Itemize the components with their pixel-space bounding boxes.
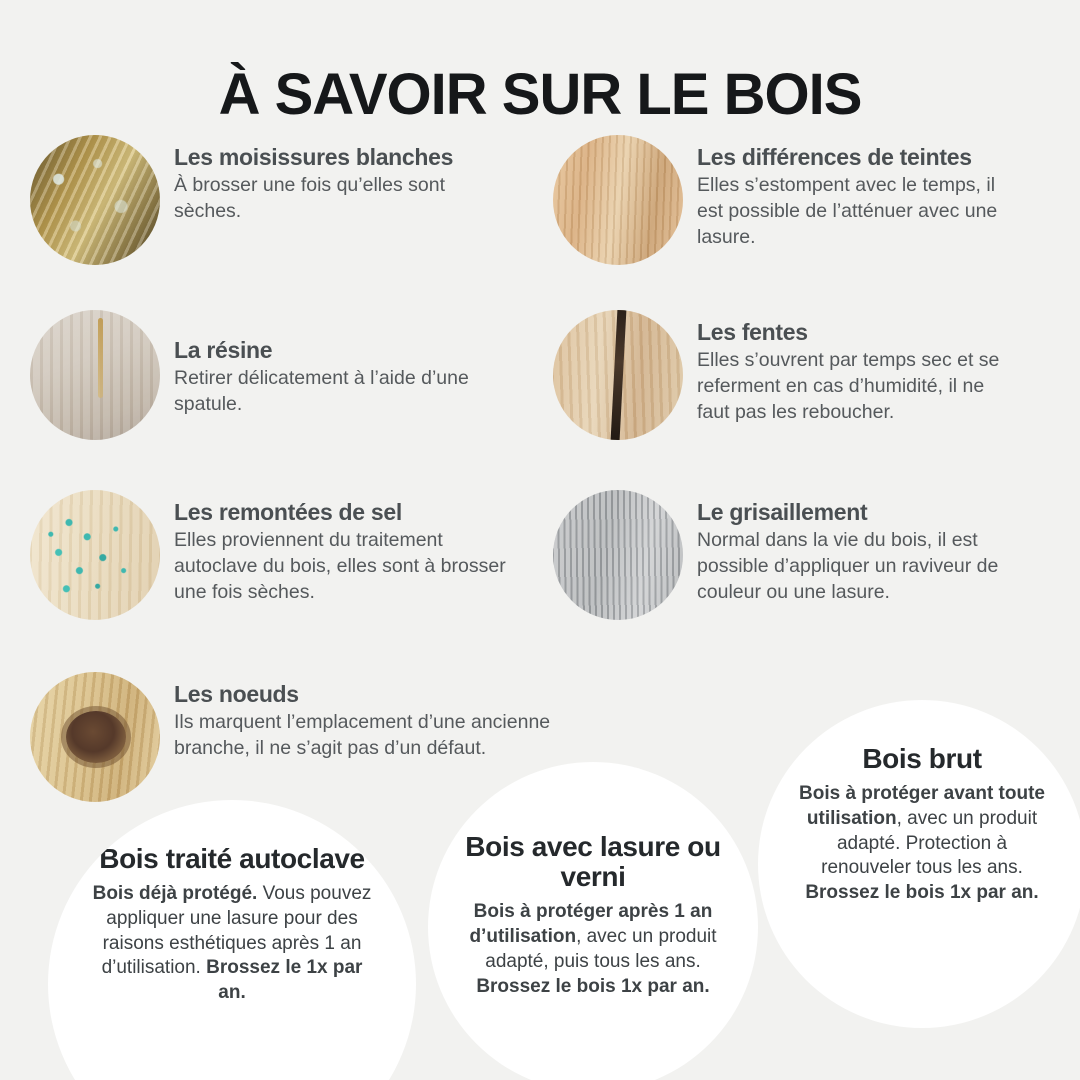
bubble-heading: Bois brut: [862, 743, 982, 774]
summary-bubble-bois-brut: [758, 700, 1080, 1028]
summary-bubble-bois-traite-autoclave: [48, 800, 416, 1080]
bubble-footer: Brossez le 1x par an.: [206, 957, 363, 1003]
fact-body: Elles s’ouvrent par temps sec et se referment en cas d’humidité, il ne faut pas les reboucher.: [697, 349, 1000, 423]
greying-wood-photo: [553, 490, 683, 620]
fact-item-moisissures-blanches: [30, 135, 550, 265]
fact-heading: Les remontées de sel: [174, 499, 402, 525]
fact-body: Elles s’estompent avec le temps, il est possible de l’atténuer avec une lasure.: [697, 174, 998, 248]
summary-bubble-bois-avec-lasure-ou-verni: [428, 762, 758, 1080]
white-mold-wood-photo: [30, 135, 160, 265]
bubble-lead: Bois à protéger avant toute utilisation: [799, 783, 1045, 829]
wood-tone-variation-photo: [553, 135, 683, 265]
fact-item-remontees-de-sel: [30, 490, 570, 620]
fact-heading: Le grisaillement: [697, 499, 868, 525]
page-title: À SAVOIR SUR LE BOIS: [218, 61, 862, 127]
fact-heading: Les différences de teintes: [697, 144, 972, 170]
bubble-lead: Bois à protéger après 1 an d’utilisation: [469, 901, 713, 948]
bubble-footer: Brossez le bois 1x par an.: [476, 975, 710, 997]
salt-deposits-wood-photo: [30, 490, 160, 620]
bubble-footer: Brossez le bois 1x par an.: [805, 881, 1039, 903]
bubble-heading: Bois avec lasure ou verni: [465, 831, 721, 893]
fact-item-les-noeuds: [30, 672, 590, 802]
bubble-body: , avec un produit adapté, puis tous les ans.: [485, 926, 717, 972]
resin-drop-wood-photo: [30, 310, 160, 440]
fact-item-differences-de-teintes: [553, 135, 1073, 265]
fact-heading: La résine: [174, 337, 273, 363]
fact-body: Ils marquent l’emplacement d’une ancienne branche, il ne s’agit pas d’un défaut.: [174, 711, 551, 760]
bubble-lead: Bois déjà protégé.: [92, 883, 258, 905]
fact-body: Retirer délicatement à l’aide d’une spatule.: [174, 367, 469, 416]
fact-heading: Les noeuds: [174, 681, 299, 707]
wood-crack-photo: [553, 310, 683, 440]
fact-body: Normal dans la vie du bois, il est possible d’appliquer un raviveur de couleur ou une lasure.: [697, 529, 999, 603]
wood-knot-photo: [30, 672, 160, 802]
bubble-body: , avec un produit adapté. Protection à renouveler tous les ans.: [821, 807, 1038, 879]
bubble-body: Vous pouvez appliquer une lasure pour des raisons esthétiques après 1 an d’utilisation.: [101, 883, 372, 979]
fact-heading: Les moisissures blanches: [174, 144, 454, 170]
fact-body: À brosser une fois qu’elles sont sèches.: [174, 174, 445, 223]
fact-item-le-grisaillement: [553, 490, 1073, 620]
fact-heading: Les fentes: [697, 319, 808, 345]
fact-item-la-resine: [30, 310, 550, 440]
fact-body: Elles proviennent du traitement autoclave du bois, elles sont à brosser une fois sèches.: [174, 529, 506, 603]
fact-item-les-fentes: [553, 310, 1073, 440]
bubble-heading: Bois traité autoclave: [99, 843, 365, 874]
